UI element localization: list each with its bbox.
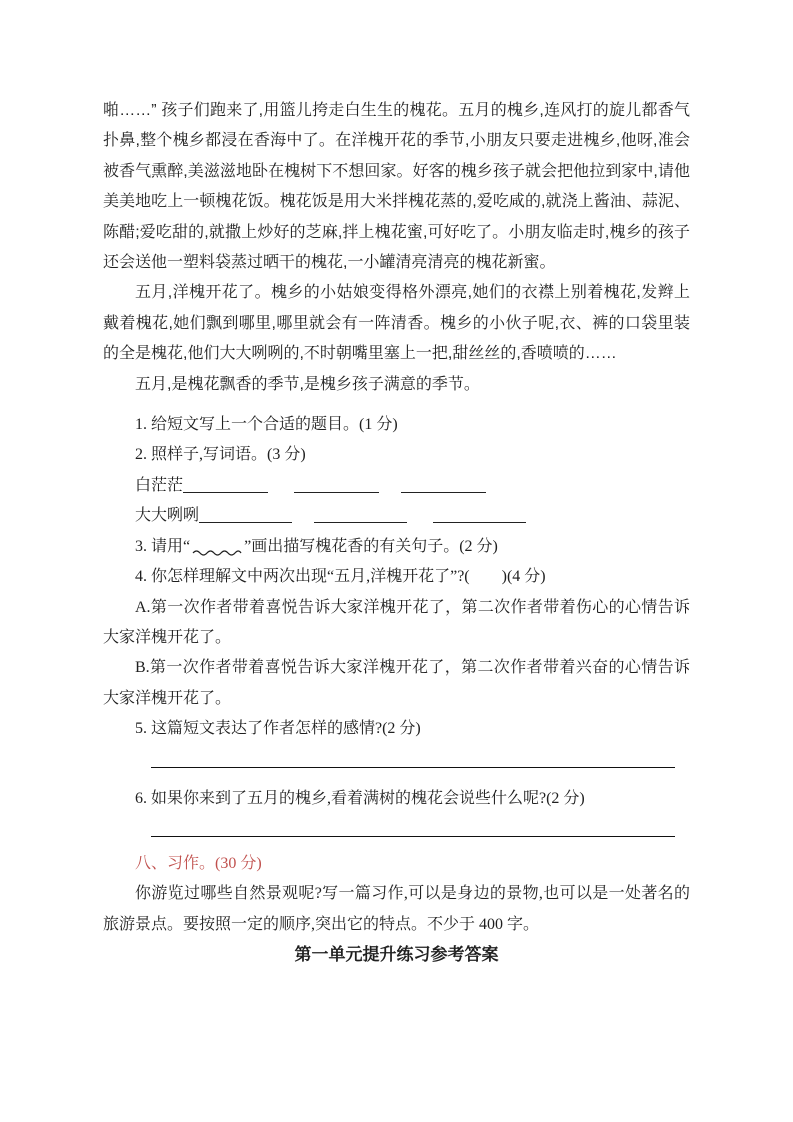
fill-in-blank [401, 490, 486, 493]
reading-passage [103, 96, 690, 400]
passage-para-1: 啪……” 孩子们跑来了,用篮儿挎走白生生的槐花。五月的槐乡,连风打的旋儿都香气扑鼻,整个槐乡都浸在香海中了。在洋槐开花的季节,小朋友只要走进槐乡,他呀,准会被香气熏醉,美滋滋地卧在槐树下不想回家。好客的槐乡孩子就会把他拉到家中,请他美美地吃上一顿槐花饭。槐花饭是用大米拌槐花蒸的,爱吃咸的,就浇上酱油、蒜泥、陈醋;爱吃甜的,就撒上炒好的芝麻,拌上槐花蜜,可好吃了。小朋友临走时,槐乡的孩子还会送他一塑料袋蒸过晒干的槐花,一小罐清亮清亮的槐花新蜜。 [103, 102, 690, 272]
questions-section [103, 410, 690, 971]
question-4: 4. 你怎样理解文中两次出现“五月,洋槐开花了”?( )(4 分) [135, 568, 546, 586]
question-4-option-a: A.第一次作者带着喜悦告诉大家洋槐开花了，第二次作者带着伤心的心情告诉大家洋槐开花了。 [103, 598, 690, 646]
answer-line [151, 745, 675, 768]
question-2: 2. 照样子,写词语。(3 分) [135, 446, 306, 464]
question-6: 6. 如果你来到了五月的槐乡,看着满树的槐花会说些什么呢?(2 分) [135, 789, 585, 807]
question-3 [103, 532, 690, 562]
section-8-heading: 八、习作。(30 分) [135, 854, 262, 872]
fill-in-blank [294, 490, 379, 493]
answer-line [151, 814, 675, 837]
question-5: 5. 这篇短文表达了作者怎样的感情?(2 分) [135, 720, 421, 738]
question-3-text-suffix: ”画出描写槐花香的有关句子。(2 分) [244, 537, 498, 555]
question-1: 1. 给短文写上一个合适的题目。(1 分) [135, 416, 398, 434]
question-4-option-b: B.第一次作者带着喜悦告诉大家洋槐开花了，第二次作者带着兴奋的心情告诉大家洋槐开花了。 [103, 659, 690, 707]
section-8-instructions: 你游览过哪些自然景观呢?写一篇习作,可以是身边的景物,也可以是一处著名的旅游景点。要按照一定的顺序,突出它的特点。不少于 400 字。 [103, 885, 690, 933]
answer-key-title: 第一单元提升练习参考答案 [294, 945, 499, 965]
fill-in-blank [314, 520, 407, 523]
q2-example-word-1: 白茫茫 [135, 476, 184, 494]
q2-example-row-1 [103, 471, 690, 501]
fill-in-blank [199, 520, 292, 523]
q2-example-row-2 [103, 501, 690, 531]
wavy-underline-icon [192, 547, 242, 557]
q2-example-word-2: 大大咧咧 [135, 507, 200, 525]
passage-para-2: 五月,洋槐开花了。槐乡的小姑娘变得格外漂亮,她们的衣襟上别着槐花,发辫上戴着槐花,她们飘到哪里,哪里就会有一阵清香。槐乡的小伙子呢,衣、裤的口袋里装的全是槐花,他们大大咧咧的,不时朝嘴里塞上一把,甜丝丝的,香喷喷的…… [103, 284, 690, 363]
passage-para-3: 五月,是槐花飘香的季节,是槐乡孩子满意的季节。 [135, 375, 480, 393]
fill-in-blank [183, 490, 268, 493]
question-3-text-prefix: 3. 请用“ [135, 537, 191, 555]
fill-in-blank [433, 520, 526, 523]
